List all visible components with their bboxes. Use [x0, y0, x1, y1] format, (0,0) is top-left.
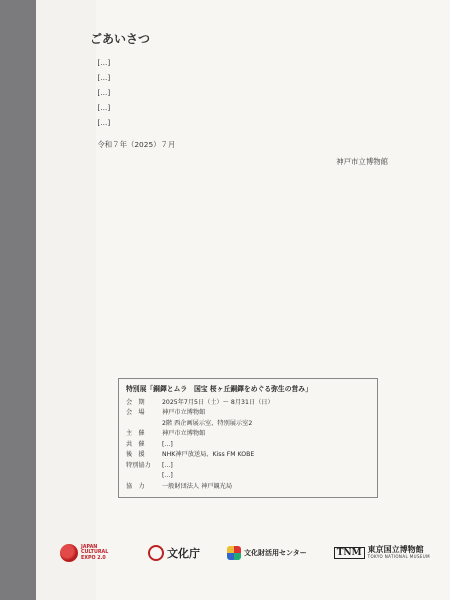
bunkacho-logo: [148, 545, 200, 561]
sponsor-logos: [60, 536, 430, 570]
info-row-key: 主 催: [126, 430, 145, 437]
tnm-text: [368, 545, 430, 561]
japan-cultural-expo-icon: [60, 544, 78, 562]
tnm-name-en: TOKYO NATIONAL MUSEUM: [367, 554, 430, 559]
cultural-properties-center-icon: [227, 546, 241, 560]
greeting-paragraph-4: [...]: [97, 103, 111, 112]
info-row-value: [...]: [162, 440, 173, 448]
info-row-value: 2025年7月5日（土）～ 8月31日（日）: [162, 398, 274, 406]
info-row-venue: [126, 408, 370, 429]
info-row-value: 一般財団法人 神戸観光局: [162, 482, 233, 490]
info-row-key: 特別協力: [126, 461, 151, 469]
info-row-special-cooperation: [126, 461, 370, 482]
info-row-value: NHK神戸放送局、Kiss FM KOBE: [162, 451, 255, 458]
japan-cultural-expo-text: JAPAN CULTURAL EXPO 2.0: [81, 544, 109, 561]
exhibition-info-box: [118, 378, 378, 498]
info-row-value: [...] [...]: [162, 461, 173, 479]
japan-cultural-expo-logo: [60, 544, 121, 562]
info-row-period: [126, 398, 370, 409]
cultural-properties-center-text: 文化財活用センター: [244, 549, 307, 557]
info-row-key: 後 援: [126, 451, 145, 458]
info-row-key: 共 催: [126, 440, 145, 448]
bunkacho-icon: [148, 545, 164, 561]
greeting-title: ごあいさつ: [90, 32, 151, 46]
info-row-cooperation: [126, 482, 370, 493]
greeting-paragraph-5: [...]: [97, 118, 111, 127]
greeting-paragraph-1: [...]: [97, 58, 111, 67]
info-row-organizer: [126, 429, 370, 440]
greeting-paragraph-3: [...]: [97, 88, 111, 97]
info-row-key: 協 力: [126, 482, 145, 490]
tnm-icon: TNM: [334, 547, 365, 559]
info-row-value: 神戸市立博物館: [162, 430, 206, 437]
tokyo-national-museum-logo: [334, 545, 430, 561]
info-row-key: 会 場: [126, 409, 145, 416]
info-row-value: 神戸市立博物館 2階 西企画展示室、特別展示室2: [162, 409, 253, 427]
info-row-co-organizer: [126, 440, 370, 451]
exhibition-title: 特別展「銅鐸とムラ 国宝 桜ヶ丘銅鐸をめぐる弥生の営み」: [126, 385, 312, 393]
cultural-properties-center-logo: [227, 546, 307, 560]
bunkacho-text: 文化庁: [167, 547, 200, 560]
greeting-date: 令和７年（2025）７月: [97, 140, 176, 149]
greeting-signer: 神戸市立博物館: [336, 157, 388, 166]
greeting-paragraph-2: [...]: [97, 73, 111, 82]
info-row-support: [126, 450, 370, 461]
tnm-name-ja: 東京国立博物館: [367, 544, 424, 554]
info-row-key: 会 期: [126, 398, 145, 406]
greeting-section: [90, 32, 390, 169]
